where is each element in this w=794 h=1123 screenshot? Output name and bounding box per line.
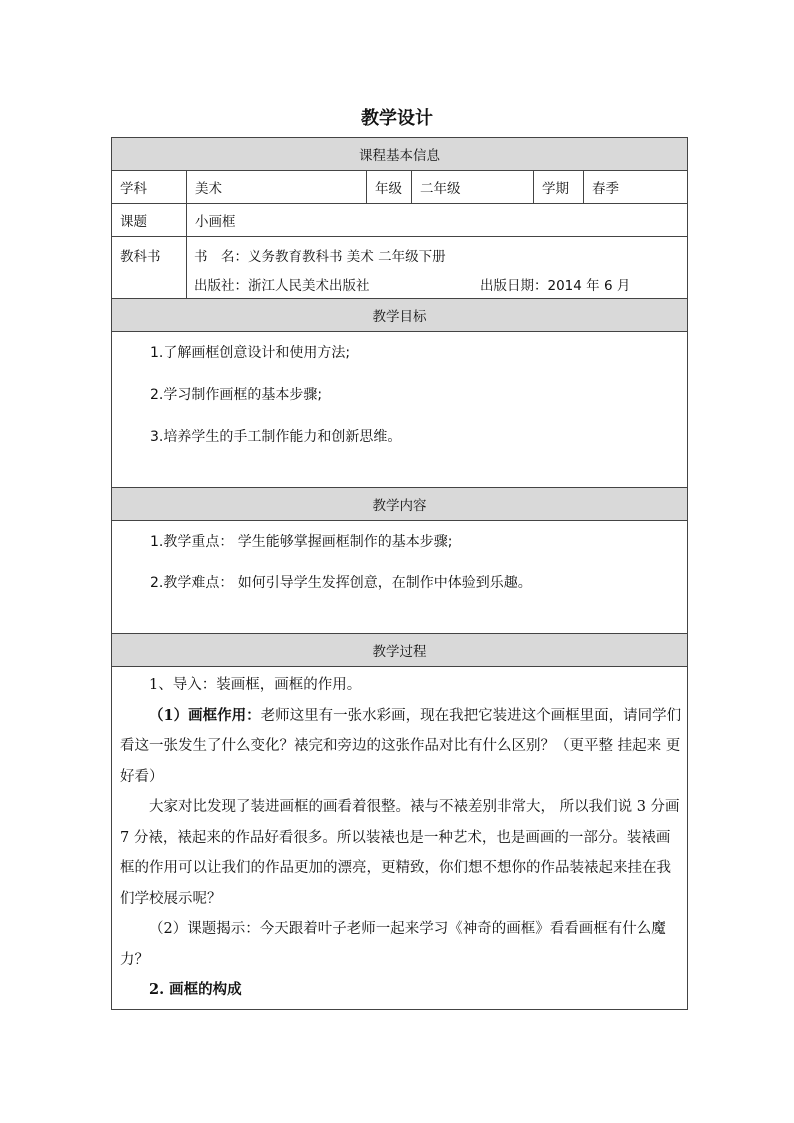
goal-item: 1.了解画框创意设计和使用方法; [150, 345, 351, 361]
book-line: 书 名：义务教育教科书 美术 二年级下册 [194, 249, 446, 265]
textbook-label: 教科书 [112, 237, 187, 298]
process-section-title [120, 975, 682, 1006]
basic-info-header: 课程基本信息 [112, 138, 687, 171]
goal-item: 2.学习制作画框的基本步骤; [150, 387, 323, 403]
content-header: 教学内容 [112, 488, 687, 521]
content-body [112, 521, 687, 634]
topic-row [112, 204, 687, 237]
grade-label: 年级 [367, 171, 412, 203]
topic-label: 课题 [112, 204, 187, 236]
subject-row [112, 171, 687, 204]
process-paragraph: （2）课题揭示：今天跟着叶子老师一起来学习《神奇的画框》看看画框有什么魔力？ [120, 921, 666, 968]
process-step-label: （1）画框作用： [149, 706, 261, 724]
grade-value: 二年级 [412, 171, 534, 203]
topic-value: 小画框 [195, 214, 236, 230]
lesson-table [111, 137, 688, 1010]
term-value: 春季 [592, 181, 619, 197]
publish-date-line: 出版日期：2014 年 6 月 [480, 278, 631, 294]
process-body [120, 670, 682, 1006]
goals-body [112, 332, 687, 488]
process-paragraph: 大家对比发现了装进画框的画看着很整。裱与不裱差别非常大， 所以我们说 3 分画 7 分裱，裱起来的作品好看很多。所以装裱也是一种艺术，也是画画的一部分。装裱画框的作用可以让我们的作品更加的漂亮，更精致，你们想不想你的作品装裱起来挂在我们学校展示呢？ [120, 799, 680, 907]
process-paragraph [120, 701, 682, 793]
process-paragraph-text: 老师这里有一张水彩画，现在我把它装进这个画框里面，请同学们看这一张发生了什么变化？裱完和旁边的这张作品对比有什么区别？（更平整 挂起来 更好看） [120, 707, 682, 785]
subject-value: 美术 [187, 171, 367, 203]
process-header: 教学过程 [112, 634, 687, 667]
content-item: 1.教学重点： 学生能够掌握画框制作的基本步骤; [150, 534, 453, 550]
goals-header: 教学目标 [112, 299, 687, 332]
publisher-line: 出版社：浙江人民美术出版社 [194, 278, 370, 294]
page-title: 教学设计 [361, 108, 433, 129]
process-intro: 1、导入：装画框，画框的作用。 [149, 677, 362, 693]
term-label: 学期 [534, 171, 584, 203]
section-title-text: 2. 画框的构成 [149, 981, 242, 998]
content-item: 2.教学难点： 如何引导学生发挥创意，在制作中体验到乐趣。 [150, 575, 532, 591]
subject-label: 学科 [112, 171, 187, 203]
goal-item: 3.培养学生的手工制作能力和创新思维。 [150, 429, 402, 445]
textbook-row [112, 237, 687, 299]
